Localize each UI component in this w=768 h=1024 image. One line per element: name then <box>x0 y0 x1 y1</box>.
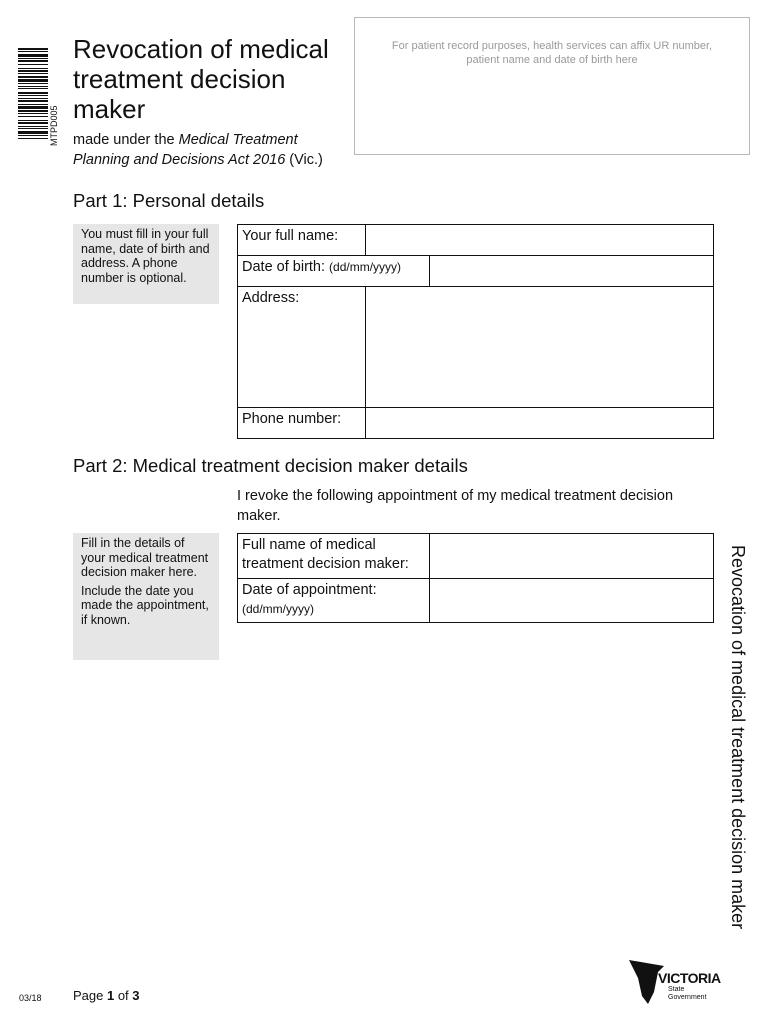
revocation-statement: I revoke the following appointment of my medical treatment decision maker. <box>237 488 674 524</box>
phone-label: Phone number: <box>238 408 366 439</box>
form-title: Revocation of medical treatment decision maker <box>73 34 329 124</box>
full-name-field[interactable] <box>366 225 714 256</box>
victoria-government-logo <box>628 958 721 1006</box>
form-code: MTPD005 <box>49 105 59 146</box>
address-field[interactable] <box>366 287 714 408</box>
maker-name-label: Full name of medical treatment decision maker: <box>238 534 430 579</box>
part2-hint: Fill in the details of your medical treatment decision maker here. Include the date you made the appointment, if known. <box>73 533 219 660</box>
logo-wordmark: VICTORIA <box>658 970 721 986</box>
logo-subtext: State Government <box>668 986 707 1001</box>
part1-hint: You must fill in your full name, date of birth and address. A phone number is optional. <box>73 224 219 304</box>
affix-note: For patient record purposes, health services can affix UR number, patient name and date of birth here <box>391 40 713 66</box>
personal-details-table <box>237 224 714 439</box>
full-name-label: Your full name: <box>238 225 366 256</box>
appointment-date-field[interactable] <box>430 579 714 623</box>
address-label: Address: <box>238 287 366 408</box>
form-version: 03/18 <box>19 993 42 1003</box>
decision-maker-table <box>237 533 714 623</box>
maker-name-field[interactable] <box>430 534 714 579</box>
act-name: Medical Treatment Planning and Decisions Act 2016 <box>73 132 298 168</box>
page-number: Page 1 of 3 <box>73 988 140 1003</box>
dob-field[interactable] <box>430 256 714 287</box>
phone-field[interactable] <box>366 408 714 439</box>
barcode <box>18 48 48 190</box>
part1-heading: Part 1: Personal details <box>73 190 265 211</box>
patient-record-affix-box <box>354 17 750 155</box>
part2-heading: Part 2: Medical treatment decision maker details <box>73 455 468 476</box>
side-title: Revocation of medical treatment decision maker <box>728 545 748 930</box>
form-subtitle: made under the Medical Treatment Planning and Decisions Act 2016 (Vic.) <box>73 132 323 168</box>
appointment-date-label: Date of appointment: (dd/mm/yyyy) <box>238 579 430 623</box>
dob-label: Date of birth: (dd/mm/yyyy) <box>238 256 430 287</box>
